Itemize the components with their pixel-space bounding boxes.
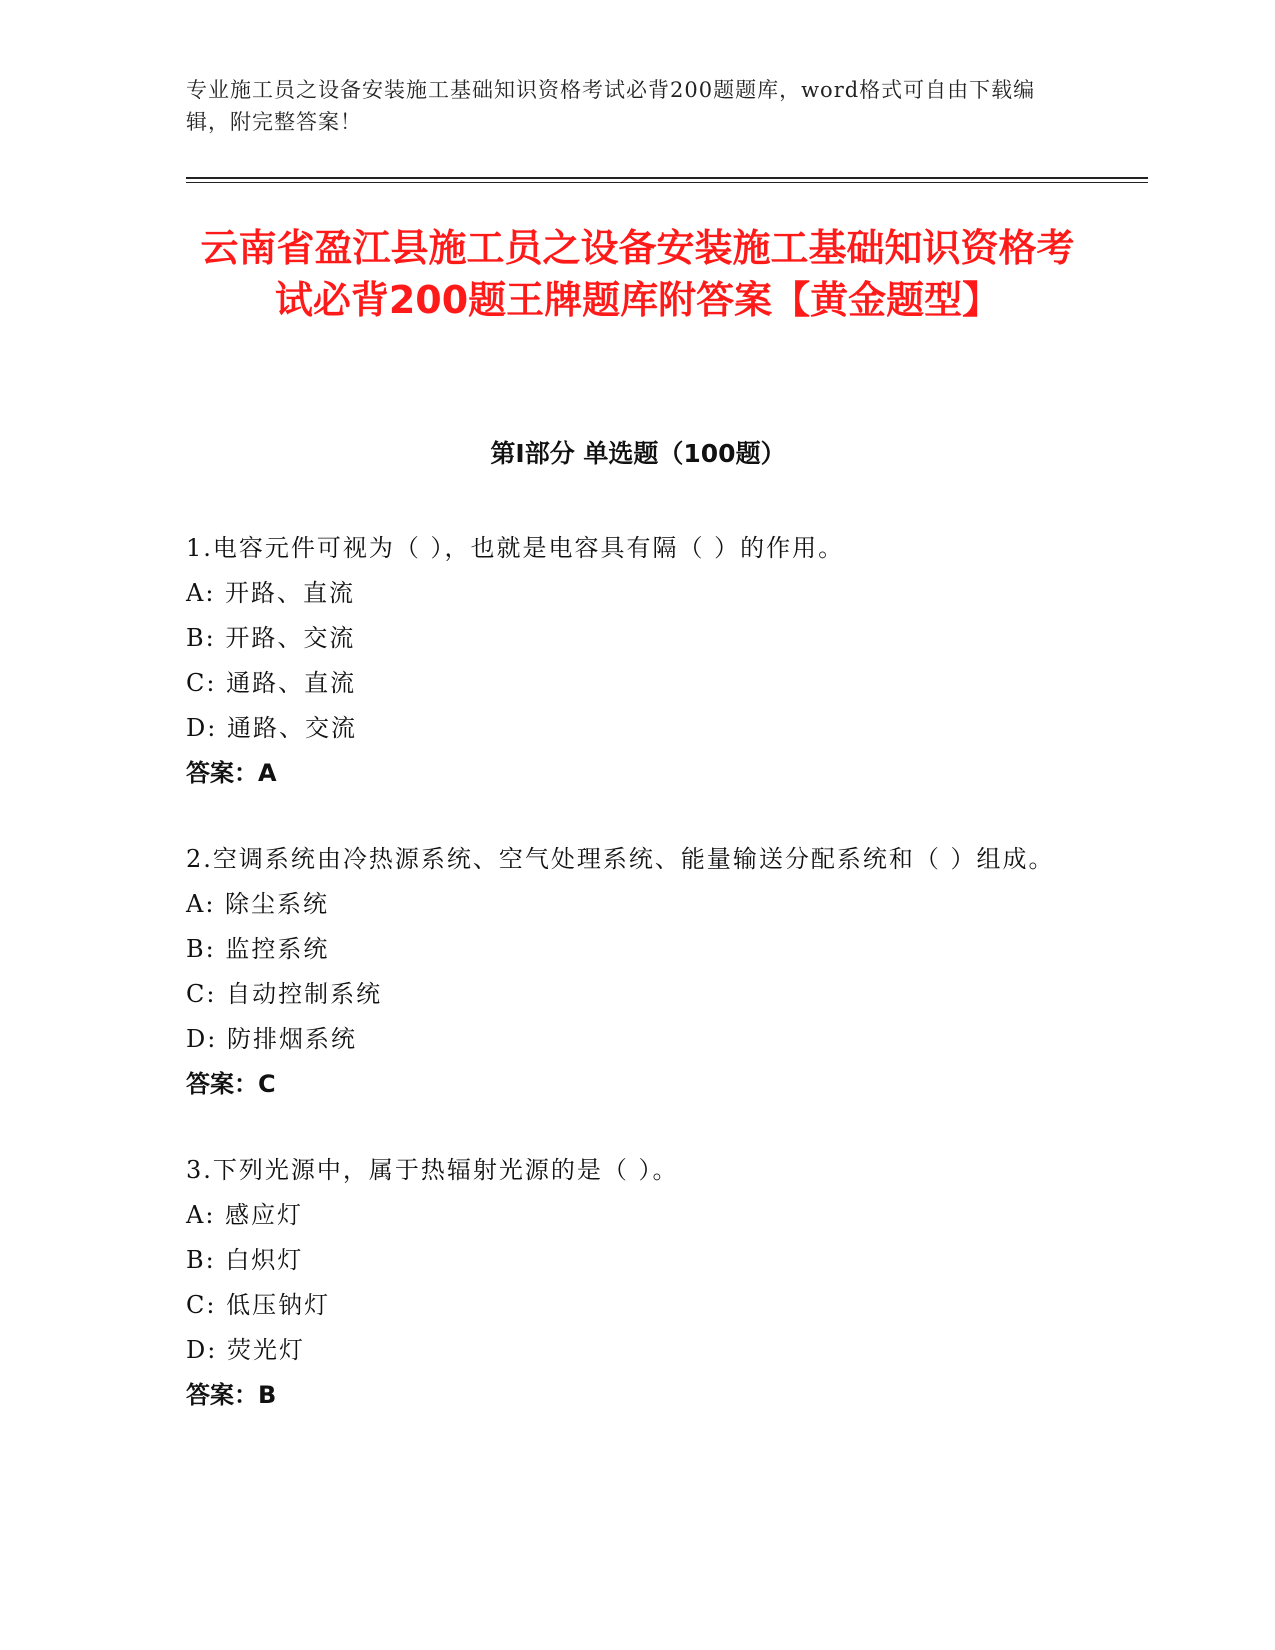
option-a: A: 开路、直流 bbox=[186, 579, 356, 607]
option-c: C: 低压钠灯 bbox=[186, 1291, 331, 1319]
option-b: B: 白炽灯 bbox=[186, 1246, 304, 1274]
option-d: D: 荧光灯 bbox=[186, 1336, 305, 1364]
question-list bbox=[186, 526, 1056, 1459]
section-heading: 第I部分 单选题（100题） bbox=[490, 439, 786, 468]
header-divider-thin bbox=[186, 182, 1148, 183]
question-1 bbox=[186, 526, 1056, 796]
question-stem: 2.空调系统由冷热源系统、空气处理系统、能量输送分配系统和（ ）组成。 bbox=[186, 845, 1055, 873]
question-2 bbox=[186, 837, 1056, 1107]
question-3 bbox=[186, 1148, 1056, 1418]
answer: 答案：B bbox=[186, 1381, 277, 1409]
option-d: D: 通路、交流 bbox=[186, 714, 357, 742]
option-c: C: 自动控制系统 bbox=[186, 980, 383, 1008]
header-divider-thick bbox=[186, 177, 1148, 179]
document-title: 云南省盈江县施工员之设备安装施工基础知识资格考试必背200题王牌题库附答案【黄金题型】 bbox=[200, 226, 1075, 322]
option-b: B: 开路、交流 bbox=[186, 624, 356, 652]
option-d: D: 防排烟系统 bbox=[186, 1025, 357, 1053]
answer: 答案：C bbox=[186, 1070, 276, 1098]
option-b: B: 监控系统 bbox=[186, 935, 330, 963]
header-note: 专业施工员之设备安装施工基础知识资格考试必背200题题库，word格式可自由下载编辑，附完整答案！ bbox=[186, 78, 1036, 134]
option-c: C: 通路、直流 bbox=[186, 669, 357, 697]
option-a: A: 感应灯 bbox=[186, 1201, 304, 1229]
answer: 答案：A bbox=[186, 759, 277, 787]
question-stem: 1.电容元件可视为（ ），也就是电容具有隔（ ）的作用。 bbox=[186, 534, 845, 562]
option-a: A: 除尘系统 bbox=[186, 890, 330, 918]
question-stem: 3.下列光源中，属于热辐射光源的是（ ）。 bbox=[186, 1156, 679, 1184]
